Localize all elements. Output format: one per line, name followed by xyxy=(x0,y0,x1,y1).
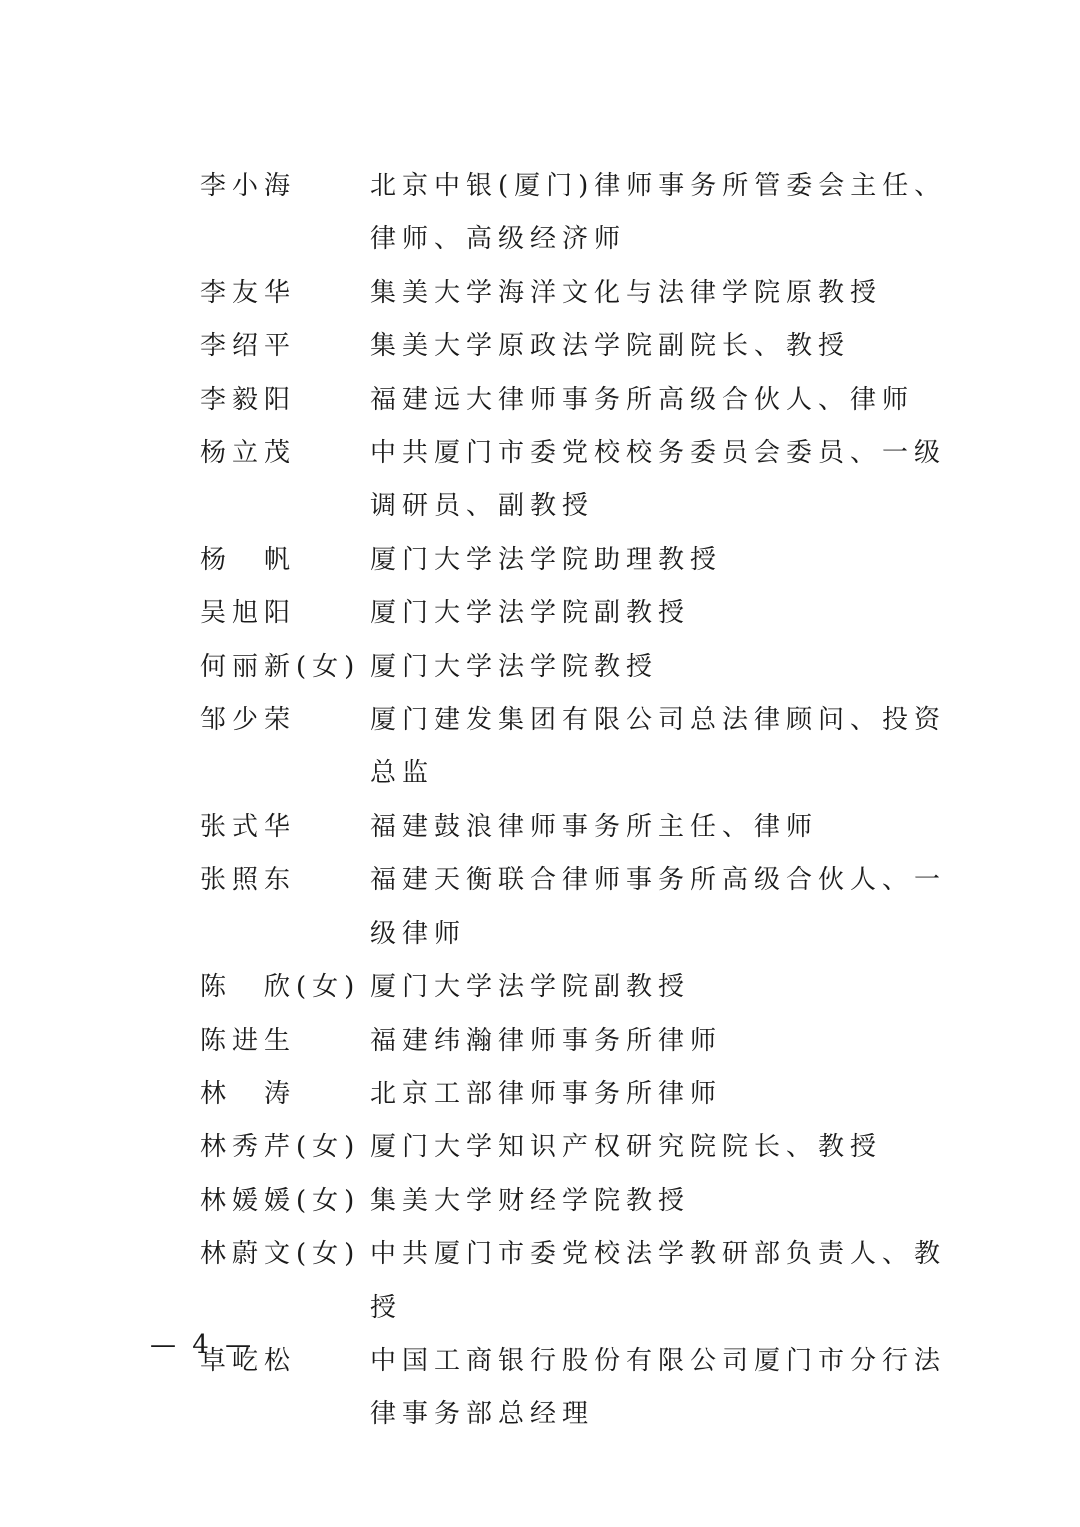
member-name: 卓屹松 xyxy=(200,1345,297,1376)
member-name: 李绍平 xyxy=(200,331,297,362)
list-item xyxy=(0,267,1080,320)
member-title: 集美大学原政法学院副院长、教授 xyxy=(370,331,851,362)
member-title: 福建纬瀚律师事务所律师 xyxy=(370,1025,723,1056)
member-title: 厦门大学法学院助理教授 xyxy=(370,544,723,575)
list-item xyxy=(0,1068,1080,1121)
member-title: 中共厦门市委党校校务委员会委员、一级调研员、副教授 xyxy=(370,438,947,522)
list-item xyxy=(0,1228,1080,1335)
member-title: 厦门大学法学院副教授 xyxy=(370,598,691,629)
list-item xyxy=(0,534,1080,587)
list-item xyxy=(0,587,1080,640)
member-name: 吴旭阳 xyxy=(200,598,297,629)
member-title: 集美大学海洋文化与法律学院原教授 xyxy=(370,277,883,308)
member-name: 林媛媛(女) xyxy=(200,1185,361,1216)
member-title: 厦门大学法学院副教授 xyxy=(370,972,691,1003)
list-item xyxy=(0,374,1080,427)
member-title: 福建天衡联合律师事务所高级合伙人、一级律师 xyxy=(370,865,947,949)
member-name: 杨 帆 xyxy=(200,544,297,575)
list-item xyxy=(0,160,1080,267)
member-name: 邹少荣 xyxy=(200,705,297,736)
page-number: — 4 — xyxy=(150,1330,256,1360)
member-title: 北京工部律师事务所律师 xyxy=(370,1078,723,1109)
member-name: 林蔚文(女) xyxy=(200,1239,361,1270)
member-name: 林 涛 xyxy=(200,1078,297,1109)
list-item xyxy=(0,1175,1080,1228)
member-title: 中共厦门市委党校法学教研部负责人、教授 xyxy=(370,1239,947,1323)
member-title: 厦门大学法学院教授 xyxy=(370,651,659,682)
member-list xyxy=(0,160,1080,1442)
list-item xyxy=(0,801,1080,854)
member-name: 陈 欣(女) xyxy=(200,972,361,1003)
list-item xyxy=(0,854,1080,961)
member-title: 中国工商银行股份有限公司厦门市分行法律事务部总经理 xyxy=(370,1345,947,1430)
member-name: 李小海 xyxy=(200,171,297,201)
member-title: 厦门大学知识产权研究院院长、教授 xyxy=(370,1132,883,1163)
member-title: 福建鼓浪律师事务所主任、律师 xyxy=(370,811,819,842)
member-name: 李友华 xyxy=(200,277,297,308)
list-item xyxy=(0,1121,1080,1174)
member-name: 陈进生 xyxy=(200,1025,297,1056)
list-item xyxy=(0,427,1080,534)
member-name: 杨立茂 xyxy=(200,438,297,469)
list-item xyxy=(0,961,1080,1014)
member-title: 福建远大律师事务所高级合伙人、律师 xyxy=(370,384,915,415)
member-title: 集美大学财经学院教授 xyxy=(370,1185,691,1216)
list-item xyxy=(0,320,1080,373)
list-item xyxy=(0,1015,1080,1068)
member-name: 何丽新(女) xyxy=(200,651,361,682)
member-name: 张式华 xyxy=(200,811,297,842)
list-item xyxy=(0,641,1080,694)
member-title: 北京中银(厦门)律师事务所管委会主任、律师、高级经济师 xyxy=(370,171,947,255)
list-item xyxy=(0,694,1080,801)
member-name: 张照东 xyxy=(200,865,297,896)
member-name: 林秀芹(女) xyxy=(200,1132,361,1163)
member-title: 厦门建发集团有限公司总法律顾问、投资总监 xyxy=(370,705,947,789)
member-name: 李毅阳 xyxy=(200,384,297,415)
